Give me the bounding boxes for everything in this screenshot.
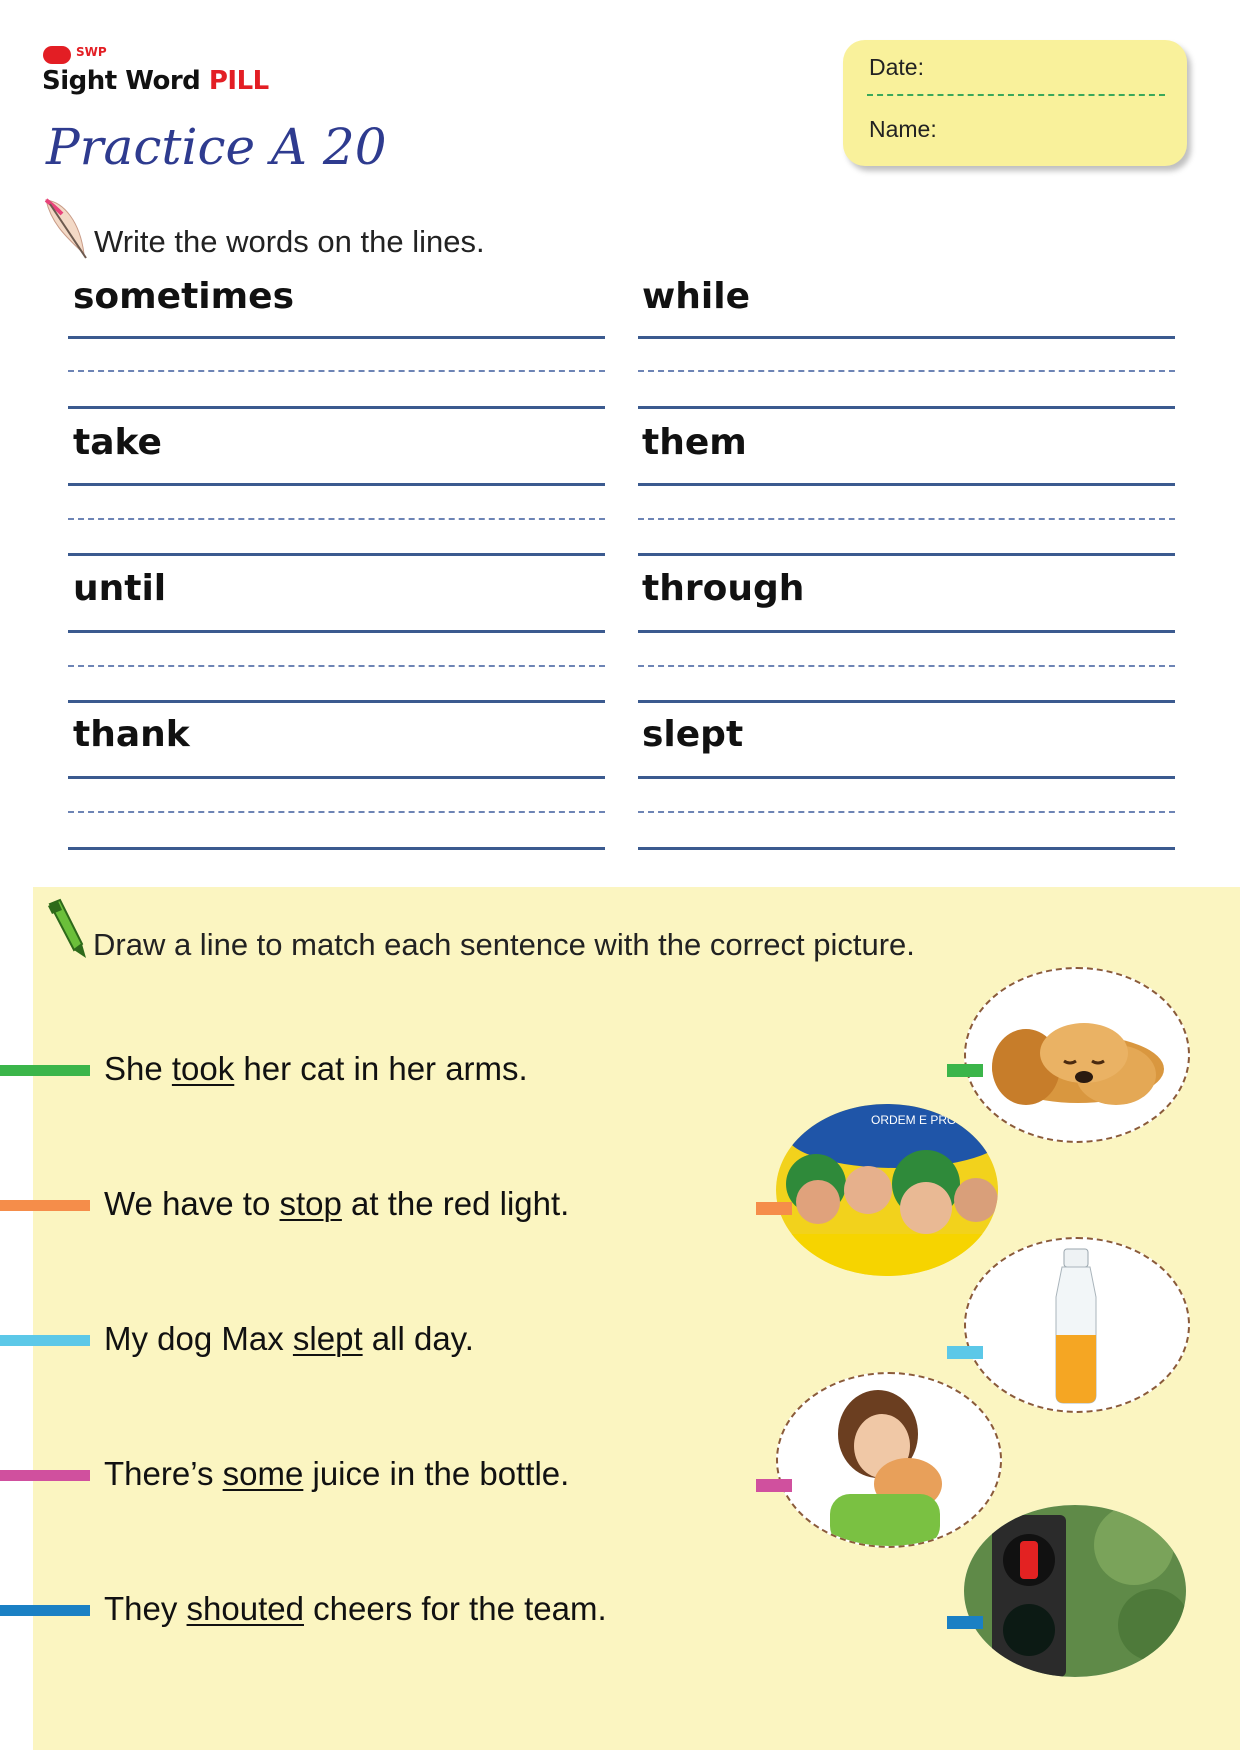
sentence-5: They shouted cheers for the team. [104,1590,607,1627]
writing-line-top[interactable] [68,483,605,486]
logo-pill-icon [43,46,71,64]
green-marker-icon [42,898,92,962]
writing-line-top[interactable] [638,336,1175,339]
picture-dot-5[interactable] [947,1616,983,1629]
writing-line-top[interactable] [638,483,1175,486]
matching-instruction: Draw a line to match each sentence with the correct picture. [93,927,915,962]
writing-line-top[interactable] [68,336,605,339]
writing-line-bottom [68,406,605,409]
keyword-underlined: slept [292,1320,363,1357]
word-until: until [73,568,167,609]
writing-line-mid [68,811,605,813]
picture-juice-bottle[interactable] [964,1237,1190,1413]
word-take: take [73,422,162,463]
juice-bottle-icon [966,1239,1188,1411]
logo-badge: SWP [76,45,107,59]
sentence-2: We have to stop at the red light. [104,1185,570,1222]
writing-line-mid [638,518,1175,520]
word-them: them [642,422,747,463]
girl-with-cat-icon [778,1374,1000,1546]
picture-sleeping-puppy[interactable] [964,967,1190,1143]
word-slept: slept [642,714,744,755]
sentence-dot-3[interactable] [0,1335,90,1346]
picture-dot-3[interactable] [947,1346,983,1359]
keyword-underlined: some [222,1455,304,1492]
picture-girl-with-cat[interactable] [776,1372,1002,1548]
date-name-box [843,40,1187,166]
writing-line-bottom [638,406,1175,409]
word-while: while [642,276,750,317]
traffic-light-icon [964,1505,1186,1677]
keyword-underlined: stop [279,1185,342,1222]
writing-line-top[interactable] [68,776,605,779]
word-thank: thank [73,714,190,755]
date-label: Date: [869,54,924,80]
sentence-4: There’s some juice in the bottle. [104,1455,570,1492]
cheering-fans-icon [776,1104,998,1276]
writing-line-bottom [68,847,605,850]
word-through: through [642,568,805,609]
sentence-3: My dog Max slept all day. [104,1320,474,1357]
page-title: Practice A 20 [46,118,387,176]
name-label: Name: [869,116,937,142]
sentence-dot-5[interactable] [0,1605,90,1616]
logo-text: Sight Word PILL [42,66,269,96]
writing-line-bottom [638,700,1175,703]
picture-dot-1[interactable] [947,1064,983,1077]
writing-line-mid [638,665,1175,667]
picture-red-traffic-light[interactable] [964,1505,1186,1677]
keyword-underlined: took [171,1050,235,1087]
writing-line-mid [638,811,1175,813]
picture-dot-2[interactable] [756,1202,792,1215]
word-sometimes: sometimes [73,276,294,317]
writing-line-bottom [68,700,605,703]
feather-quill-icon [40,196,90,260]
banner-text: ORDEM E PRO [871,1113,957,1127]
keyword-underlined: shouted [186,1590,304,1627]
writing-line-top[interactable] [638,630,1175,633]
writing-line-bottom [68,553,605,556]
sentence-dot-1[interactable] [0,1065,90,1076]
writing-line-mid [68,665,605,667]
sentence-dot-2[interactable] [0,1200,90,1211]
writing-line-bottom [638,553,1175,556]
writing-line-mid [638,370,1175,372]
writing-line-mid [68,518,605,520]
picture-dot-4[interactable] [756,1479,792,1492]
picture-cheering-fans[interactable] [776,1104,998,1276]
sleeping-puppy-icon [966,969,1188,1141]
writing-line-mid [68,370,605,372]
sentence-dot-4[interactable] [0,1470,90,1481]
writing-line-top[interactable] [638,776,1175,779]
writing-line-top[interactable] [68,630,605,633]
date-separator [867,94,1165,96]
writing-instruction: Write the words on the lines. [94,224,485,259]
writing-line-bottom [638,847,1175,850]
sentence-1: She took her cat in her arms. [104,1050,528,1087]
